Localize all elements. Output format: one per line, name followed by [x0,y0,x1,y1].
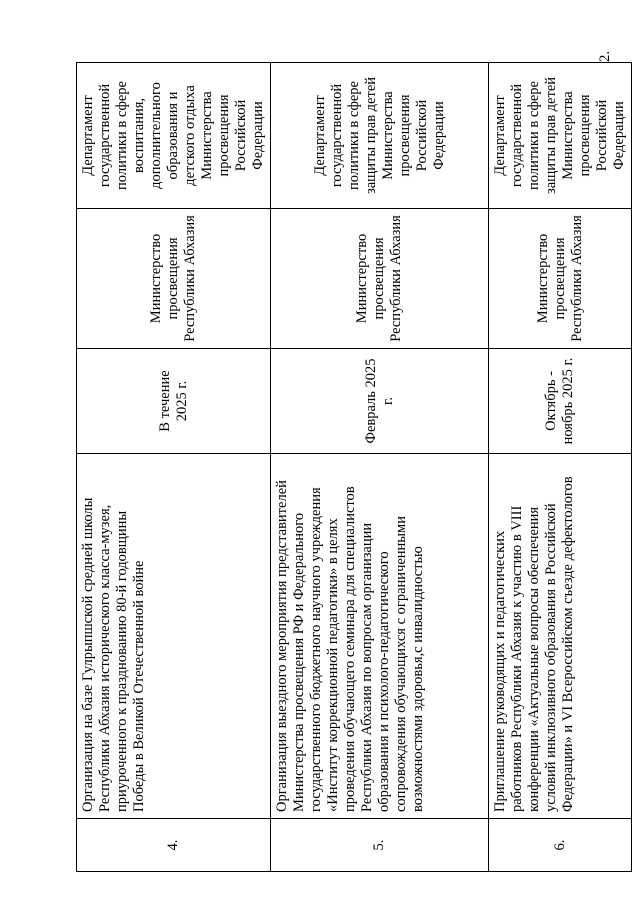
page-number: 2. [597,50,614,63]
partner-department: Департамент государственной политики в сфере защиты прав детей Министерства просвещения Российской Федерации [271,63,489,209]
partner-department: Департамент государственной политики в сфере воспитания, дополнительного образования и детского отдыха Министерства просвещения Российской Федерации [77,63,271,209]
row-number: 5. [271,819,489,872]
events-table [76,62,632,872]
rotated-page-content [76,62,627,872]
row-number: 6. [489,819,632,872]
responsible-org: Министерство просвещения Республики Абхазия [271,209,489,349]
table-row [489,63,632,872]
event-date: Февраль 2025 г. [271,349,489,454]
event-description: Приглашение руководящих и педагогических работников Республики Абхазия к участию в VIII конференции «Актуальные вопросы обеспечения условий инклюзивного образования в Российской Федерации» и VI Всероссийском съезде дефектологов [489,454,632,819]
event-date: В течение 2025 г. [77,349,271,454]
event-description: Организация выездного мероприятия представителей Министерства просвещения РФ и Федерального государственного бюджетного научного учреждения «Институт коррекционной педагогики» в целях проведения обучающего семинара для специалистов Республики Абхазия по вопросам организации образования и психолого-педагогического сопровождения обучающихся с ограниченными возможностями здоровья,с инвалидностью [271,454,489,819]
partner-department: Департамент государственной политики в сфере защиты прав детей Министерства просвещения Российской Федерации [489,63,632,209]
row-number: 4. [77,819,271,872]
responsible-org: Министерство просвещения Республики Абхазия [489,209,632,349]
event-description: Организация на базе Гулрыпшской средней школы Республики Абхазия исторического класса-музея, приуроченного к празднованию 80-й годовщины Победы в Великой Отечественной войне [77,454,271,819]
event-date: Октябрь - ноябрь 2025 г. [489,349,632,454]
table-row [77,63,271,872]
table-row [271,63,489,872]
responsible-org: Министерство просвещения Республики Абхазия [77,209,271,349]
